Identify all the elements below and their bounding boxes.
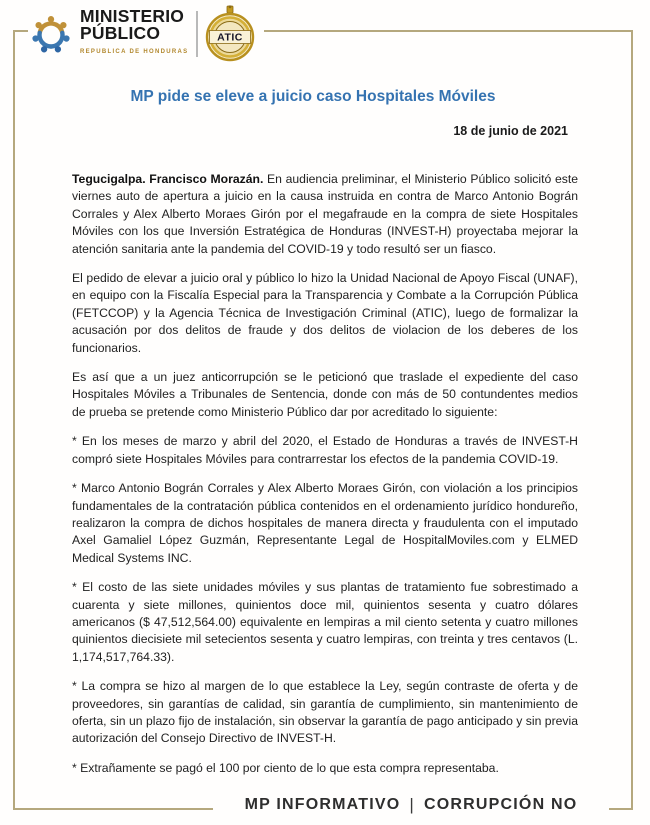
ministerio-publico-seal-icon (28, 12, 74, 58)
footer-banner (213, 788, 609, 822)
footer-left-label: MP INFORMATIVO (244, 796, 401, 813)
ministerio-publico-wordmark (80, 5, 189, 61)
bullet-paragraph: * Marco Antonio Bográn Corrales y Alex Alberto Moraes Girón, con violación a los principios fundamentales de la contratación pública contenidos en el ordenamiento jurídico hondureño, realizaron la compra de dichos hospitales de manera directa y fraudulenta con el imputado Axel Gamaliel López Guzmán, Representante Legal de HospitalMoviles.com y ELMED Medical Systems INC. (72, 481, 578, 565)
article-text (72, 171, 578, 777)
atic-badge-label: ATIC (217, 31, 244, 44)
paragraph-intro-lead: Tegucigalpa. Francisco Morazán. (72, 172, 264, 186)
ministerio-line2: PÚBLICO (80, 22, 161, 43)
bullet-paragraph: * En los meses de marzo y abril del 2020, el Estado de Honduras a través de INVEST-H compró siete Hospitales Móviles para contrarrestar los efectos de la pandemia COVID-19. (72, 434, 578, 466)
footer-right-label: CORRUPCIÓN NO (424, 796, 578, 813)
paragraph: Es así que a un juez anticorrupción se le peticionó que traslade el expediente del caso Hospitales Móviles a Tribunales de Sentencia, donde con más de 50 contundentes medios de prueba se pretende como Ministerio Público dar por acreditado lo siguiente: (72, 370, 578, 419)
paragraph-intro-rest: En audiencia preliminar, el Ministerio Público solicitó este viernes auto de apertura a juicio en la causa instruida en contra de Marco Antonio Bográn Corrales y Alex Alberto Moraes Girón por el megafraude en la compra de siete Hospitales Móviles con los que Inversión Estratégica de Honduras (INVEST-H) proyectaba mejorar la atención sanitaria ante la pandemia del COVID-19 y todo resultó ser un fiasco. (72, 172, 578, 256)
bullet-paragraph: * Extrañamente se pagó el 100 por ciento de lo que esta compra representaba. (72, 760, 499, 775)
logo-divider (196, 11, 198, 57)
date-line: 18 de junio de 2021 (453, 124, 568, 138)
ministerio-subtitle: REPUBLICA DE HONDURAS (80, 48, 189, 55)
atic-badge-icon (205, 5, 255, 65)
document-body (72, 88, 578, 789)
bullet-paragraph: * La compra se hizo al margen de lo que establece la Ley, según contraste de oferta y de proveedores, sin garantías de calidad, sin garantía de cumplimiento, sin mantenimiento de oferta, sin un plazo fijo de instalación, sin observar la garantía de pago anticipado y sin previa autorización del Consejo Directivo de INVEST-H. (72, 679, 578, 746)
footer-separator: | (409, 795, 415, 814)
page-title: MP pide se eleve a juicio caso Hospitales Móviles (130, 88, 496, 105)
header (28, 2, 264, 66)
bullet-paragraph: * El costo de las siete unidades móviles y sus plantas de tratamiento fue sobrestimado a cuarenta y siete millones, quinientos doce mil, quinientos sesenta y cuatro dólares americanos ($ 47,512,564.00) equivalente en lempiras a mil ciento setenta y cuatro millones quinientos diecisiete mil setecientos sesenta y cuatro lempiras, con treinta y tres centavos (L. 1,174,517,764.33). (72, 580, 578, 664)
paragraph-intro (72, 171, 578, 258)
ministerio-line1: MINISTERIO (80, 5, 185, 26)
paragraph: El pedido de elevar a juicio oral y público lo hizo la Unidad Nacional de Apoyo Fiscal (UNAF), en equipo con la Fiscalía Especial para la Transparencia y Combate a la Corrupción Pública (FETCCOP) y la Agencia Técnica de Investigación Criminal (ATIC), luego de formalizar la acusación por dos delitos de fraude y dos delitos de violacion de los deberes de los funcionarios. (72, 271, 578, 355)
